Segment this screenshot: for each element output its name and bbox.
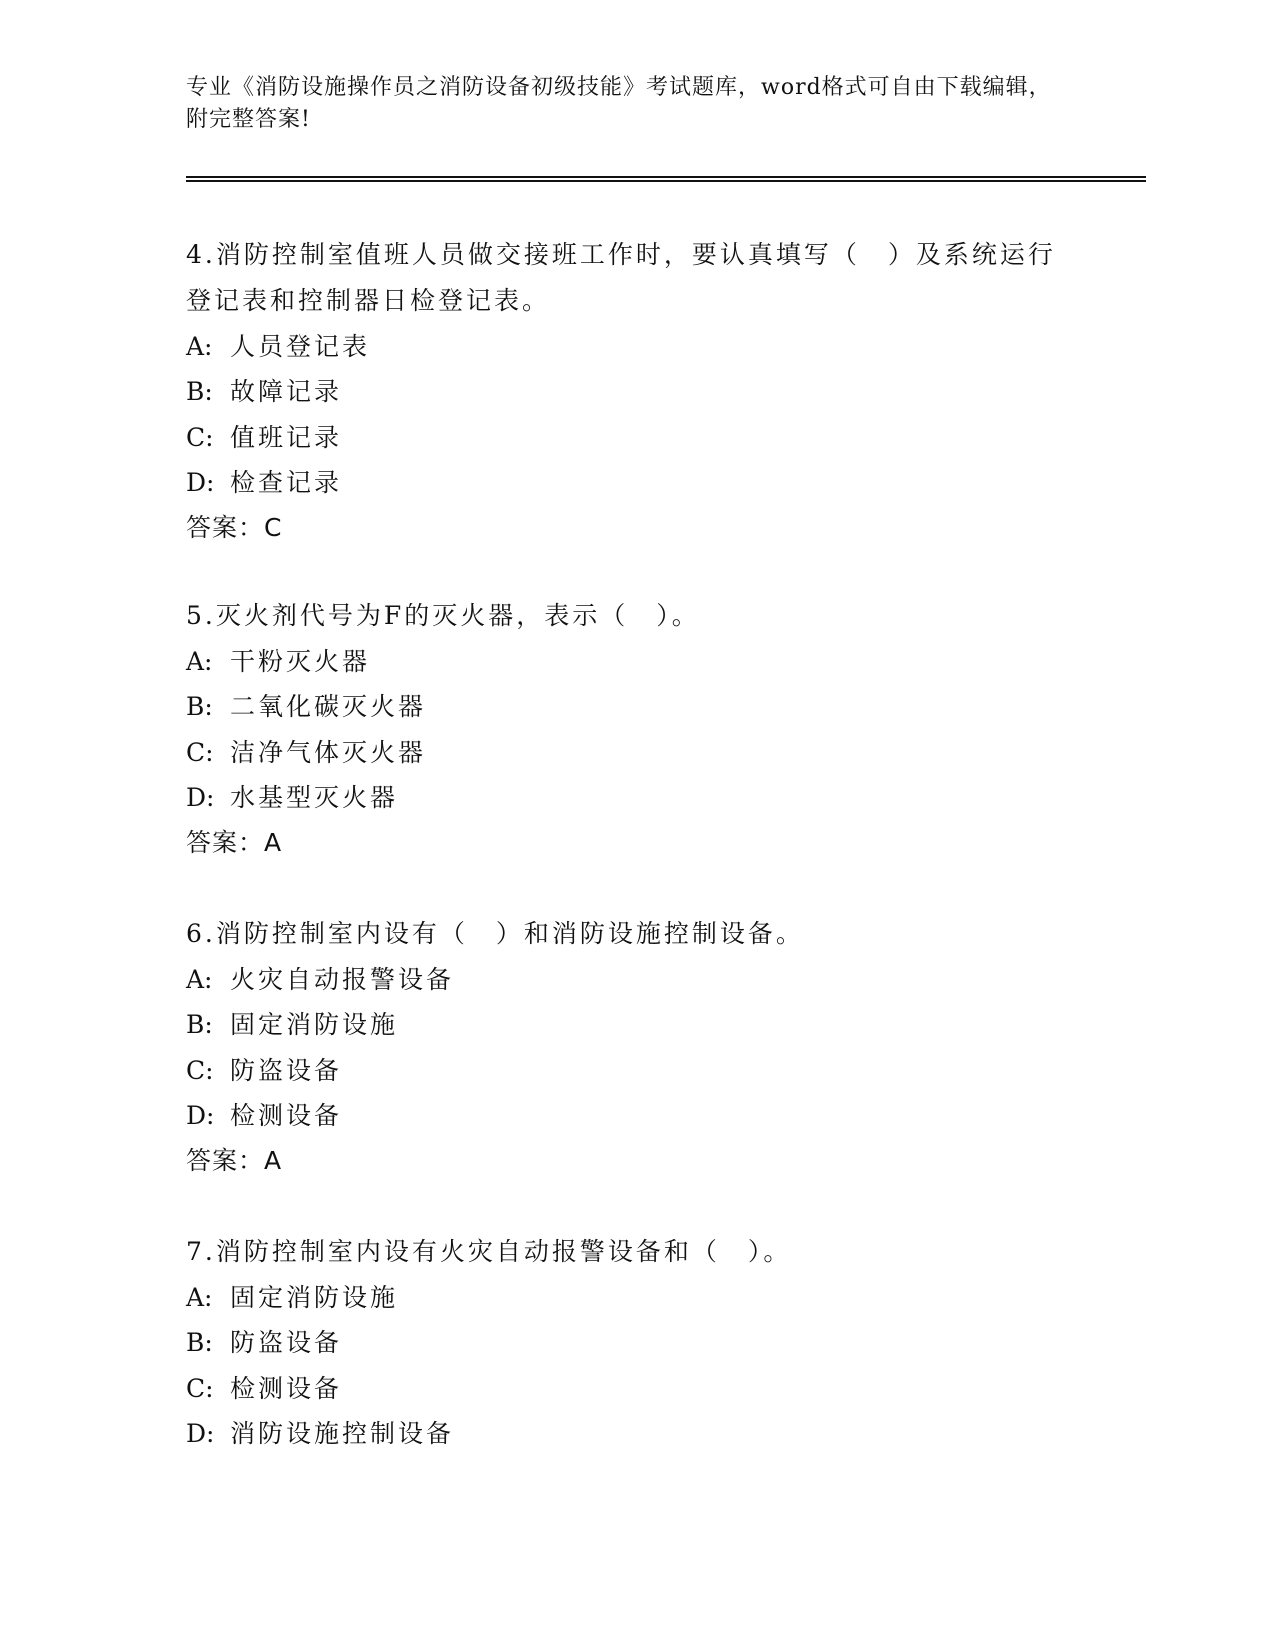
option-text: 火灾自动报警设备 — [230, 965, 455, 994]
option-text: 防盗设备 — [230, 1055, 343, 1085]
header-rule-bottom-line — [186, 180, 1146, 182]
option-c — [186, 1366, 1066, 1411]
question-4 — [186, 232, 1066, 551]
option-b — [186, 369, 1066, 414]
option-letter: A: — [186, 965, 213, 994]
option-letter: B: — [186, 1328, 213, 1358]
header-rule-top-line — [186, 176, 1146, 178]
option-letter: B: — [186, 692, 213, 722]
header-double-rule — [186, 176, 1146, 182]
option-letter: D: — [186, 1418, 215, 1448]
option-letter: C: — [186, 737, 214, 767]
option-text: 值班记录 — [230, 422, 343, 452]
option-text: 检查记录 — [230, 467, 343, 497]
option-d — [186, 1411, 1066, 1456]
option-text: 干粉灭火器 — [230, 647, 371, 676]
option-c — [186, 730, 1066, 775]
question-stem: 4.消防控制室值班人员做交接班工作时，要认真填写（ ）及系统运行登记表和控制器日检登记表。 — [186, 240, 1056, 315]
question-stem: 7.消防控制室内设有火灾自动报警设备和（ ）。 — [186, 1237, 792, 1266]
option-text: 故障记录 — [230, 377, 343, 407]
option-c — [186, 415, 1066, 460]
option-letter: B: — [186, 1010, 213, 1040]
option-d — [186, 775, 1066, 820]
question-stem: 5.灭火剂代号为F的灭火器，表示（ ）。 — [186, 601, 700, 630]
option-a — [186, 1275, 1066, 1320]
answer-line: 答案：A — [186, 828, 283, 858]
option-a — [186, 957, 1066, 1002]
option-text: 防盗设备 — [230, 1328, 343, 1358]
option-a — [186, 324, 1066, 369]
question-5 — [186, 593, 1066, 866]
option-text: 水基型灭火器 — [230, 782, 399, 812]
question-7 — [186, 1229, 1066, 1456]
option-letter: A: — [186, 1283, 213, 1312]
answer-line: 答案：C — [186, 513, 283, 543]
option-text: 检测设备 — [230, 1373, 343, 1403]
option-b — [186, 684, 1066, 729]
option-text: 检测设备 — [230, 1100, 343, 1130]
option-a — [186, 639, 1066, 684]
option-letter: D: — [186, 782, 215, 812]
option-b — [186, 1320, 1066, 1365]
option-d — [186, 1093, 1066, 1138]
option-b — [186, 1002, 1066, 1047]
option-letter: D: — [186, 467, 215, 497]
option-letter: C: — [186, 1373, 214, 1403]
option-text: 固定消防设施 — [230, 1010, 399, 1040]
option-letter: C: — [186, 422, 214, 452]
option-text: 固定消防设施 — [230, 1283, 399, 1312]
option-text: 二氧化碳灭火器 — [230, 692, 427, 722]
question-6 — [186, 911, 1066, 1184]
option-letter: C: — [186, 1055, 214, 1085]
option-d — [186, 460, 1066, 505]
option-letter: B: — [186, 377, 213, 407]
option-text: 人员登记表 — [230, 332, 371, 361]
option-c — [186, 1048, 1066, 1093]
option-letter: A: — [186, 332, 213, 361]
option-letter: D: — [186, 1100, 215, 1130]
option-text: 消防设施控制设备 — [230, 1418, 455, 1448]
option-letter: A: — [186, 647, 213, 676]
question-stem: 6.消防控制室内设有（ ）和消防设施控制设备。 — [186, 919, 804, 948]
answer-line: 答案：A — [186, 1146, 283, 1176]
option-text: 洁净气体灭火器 — [230, 737, 427, 767]
document-header: 专业《消防设施操作员之消防设备初级技能》考试题库，word格式可自由下载编辑，附完整答案! — [186, 75, 1052, 132]
